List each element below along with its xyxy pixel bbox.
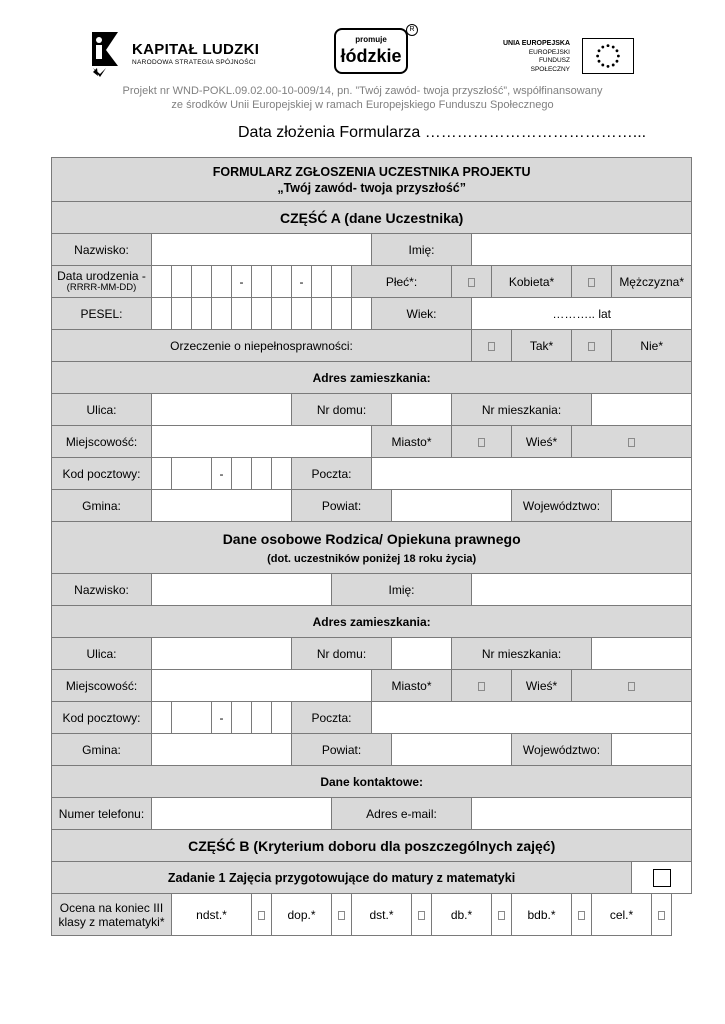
birth-date-format: (RRRR-MM-DD)	[66, 281, 137, 293]
county-label: Powiat:	[292, 490, 392, 522]
checkbox-icon	[418, 911, 425, 920]
grade-db-label: db.*	[432, 894, 492, 936]
gender-label: Płeć*:	[352, 266, 452, 298]
grade-cel-label: cel.*	[592, 894, 652, 936]
city-checkbox[interactable]	[452, 426, 512, 458]
parent-street-label: Ulica:	[52, 638, 152, 670]
postal-digit-cell[interactable]	[172, 458, 212, 490]
parent-municipality-label: Gmina:	[52, 734, 152, 766]
county-field[interactable]	[392, 490, 512, 522]
checkbox-icon	[258, 911, 265, 920]
first-name-field[interactable]	[472, 234, 692, 266]
voivodeship-field[interactable]	[612, 490, 692, 522]
parent-city-label: Miasto*	[372, 670, 452, 702]
street-field[interactable]	[152, 394, 292, 426]
grade-label: Ocena na koniec III klasy z matematyki*	[52, 894, 172, 936]
checkbox-icon	[468, 278, 475, 287]
parent-title: Dane osobowe Rodzica/ Opiekuna prawnego	[222, 530, 521, 547]
checkbox-icon	[653, 869, 671, 887]
parent-postal-code-label: Kod pocztowy:	[52, 702, 152, 734]
pesel-digit-cell[interactable]	[192, 298, 212, 330]
pesel-digit-cell[interactable]	[172, 298, 192, 330]
pesel-digit-cell[interactable]	[212, 298, 232, 330]
pesel-digit-cell[interactable]	[252, 298, 272, 330]
postal-digit-cell[interactable]	[272, 458, 292, 490]
promuje-lodzkie-logo	[334, 26, 415, 74]
email-label: Adres e-mail:	[332, 798, 472, 830]
checkbox-icon	[478, 438, 485, 447]
apartment-number-label: Nr mieszkania:	[452, 394, 592, 426]
checkbox-icon	[578, 911, 585, 920]
parent-header	[52, 522, 692, 574]
checkbox-icon	[488, 342, 495, 351]
disability-no-label: Nie*	[612, 330, 692, 362]
birth-date-separator: -	[292, 266, 312, 298]
submission-date-label: Data złożenia Formularza …………………………………...	[238, 124, 647, 141]
pesel-digit-cell[interactable]	[352, 298, 372, 330]
parent-first-name-field[interactable]	[472, 574, 692, 606]
post-office-field[interactable]	[372, 458, 692, 490]
registration-form	[51, 157, 692, 936]
parent-address-header: Adres zamieszkania:	[52, 606, 692, 638]
disability-yes-label: Tak*	[512, 330, 572, 362]
birth-digit-cell[interactable]	[312, 266, 332, 298]
kapital-ludzki-logo	[88, 26, 278, 80]
eu-line3: FUNDUSZ SPOŁECZNY	[530, 57, 570, 73]
grade-ndst-label: ndst.*	[172, 894, 252, 936]
grade-bdb-checkbox[interactable]	[572, 894, 592, 936]
parent-postal-digit-cell[interactable]	[172, 702, 212, 734]
town-label: Miejscowość:	[52, 426, 152, 458]
parent-postal-code-separator: -	[212, 702, 232, 734]
birth-date-label	[52, 266, 152, 298]
phone-label: Numer telefonu:	[52, 798, 152, 830]
disability-label: Orzeczenie o niepełnosprawności:	[52, 330, 472, 362]
post-office-label: Poczta:	[292, 458, 372, 490]
first-name-label: Imię:	[372, 234, 472, 266]
birth-digit-cell[interactable]	[192, 266, 212, 298]
postal-code-label: Kod pocztowy:	[52, 458, 152, 490]
pesel-digit-cell[interactable]	[232, 298, 252, 330]
parent-house-number-label: Nr domu:	[292, 638, 392, 670]
pesel-label: PESEL:	[52, 298, 152, 330]
parent-town-label: Miejscowość:	[52, 670, 152, 702]
pesel-digit-cell[interactable]	[312, 298, 332, 330]
postal-digit-cell[interactable]	[252, 458, 272, 490]
grade-ndst-checkbox[interactable]	[252, 894, 272, 936]
postal-digit-cell[interactable]	[152, 458, 172, 490]
checkbox-icon	[588, 342, 595, 351]
age-field[interactable]: ……….. lat	[472, 298, 692, 330]
kapital-ludzki-title: KAPITAŁ LUDZKI	[132, 41, 260, 58]
parent-postal-digit-cell[interactable]	[232, 702, 252, 734]
lodzkie-big-text: łódzkie	[340, 46, 402, 66]
house-number-label: Nr domu:	[292, 394, 392, 426]
parent-voivodeship-label: Województwo:	[512, 734, 612, 766]
birth-digit-cell[interactable]	[272, 266, 292, 298]
address-header: Adres zamieszkania:	[52, 362, 692, 394]
parent-first-name-label: Imię:	[332, 574, 472, 606]
parent-apartment-number-label: Nr mieszkania:	[452, 638, 592, 670]
pesel-digit-cell[interactable]	[272, 298, 292, 330]
checkbox-icon	[628, 682, 635, 691]
parent-postal-digit-cell[interactable]	[272, 702, 292, 734]
city-label: Miasto*	[372, 426, 452, 458]
parent-post-office-label: Poczta:	[292, 702, 372, 734]
parent-city-checkbox[interactable]	[452, 670, 512, 702]
eu-logo-text	[500, 40, 570, 74]
parent-village-checkbox[interactable]	[572, 670, 692, 702]
parent-county-field[interactable]	[392, 734, 512, 766]
grade-dop-checkbox[interactable]	[332, 894, 352, 936]
pesel-digit-cell[interactable]	[152, 298, 172, 330]
contact-header: Dane kontaktowe:	[52, 766, 692, 798]
female-label: Kobieta*	[492, 266, 572, 298]
postal-code-separator: -	[212, 458, 232, 490]
checkbox-icon	[628, 438, 635, 447]
surname-field[interactable]	[152, 234, 372, 266]
parent-surname-field[interactable]	[152, 574, 332, 606]
apartment-number-field[interactable]	[592, 394, 692, 426]
birth-digit-cell[interactable]	[332, 266, 352, 298]
project-info-line1: Projekt nr WND-POKL.09.02.00-10-009/14, pn. ”Twój zawód- twoja przyszłość”, współfinansowany	[122, 85, 603, 97]
eu-line1: UNIA EUROPEJSKA	[502, 40, 570, 47]
surname-label: Nazwisko:	[52, 234, 152, 266]
pesel-digit-cell[interactable]	[332, 298, 352, 330]
village-label: Wieś*	[512, 426, 572, 458]
email-field[interactable]	[472, 798, 692, 830]
checkbox-icon	[498, 911, 505, 920]
registered-badge: R	[406, 24, 418, 36]
task1-label: Zadanie 1 Zajęcia przygotowujące do matury z matematyki	[52, 862, 632, 894]
task1-checkbox[interactable]	[632, 862, 692, 894]
project-info-line2: ze środków Unii Europejskiej w ramach Europejskiego Funduszu Społecznego	[171, 99, 554, 111]
parent-apartment-number-field[interactable]	[592, 638, 692, 670]
checkbox-icon	[588, 278, 595, 287]
parent-town-field[interactable]	[152, 670, 372, 702]
lodzkie-small-text: promuje	[355, 35, 387, 44]
birth-digit-cell[interactable]	[212, 266, 232, 298]
eu-logo	[500, 38, 634, 78]
eu-line2: EUROPEJSKI	[528, 48, 570, 56]
checkbox-icon	[478, 682, 485, 691]
parent-postal-digit-cell[interactable]	[152, 702, 172, 734]
disability-yes-checkbox[interactable]	[472, 330, 512, 362]
postal-digit-cell[interactable]	[232, 458, 252, 490]
grade-dop-label: dop.*	[272, 894, 332, 936]
parent-postal-digit-cell[interactable]	[252, 702, 272, 734]
village-checkbox[interactable]	[572, 426, 692, 458]
voivodeship-label: Województwo:	[512, 490, 612, 522]
form-title-line2: „Twój zawód- twoja przyszłość”	[277, 180, 466, 195]
birth-digit-cell[interactable]	[252, 266, 272, 298]
female-checkbox[interactable]	[452, 266, 492, 298]
form-title-line1: FORMULARZ ZGŁOSZENIA UCZESTNIKA PROJEKTU	[212, 164, 531, 179]
grade-bdb-label: bdb.*	[512, 894, 572, 936]
pesel-digit-cell[interactable]	[292, 298, 312, 330]
header-logos	[88, 24, 636, 82]
phone-field[interactable]	[152, 798, 332, 830]
birth-digit-cell[interactable]	[172, 266, 192, 298]
parent-house-number-field[interactable]	[392, 638, 452, 670]
grade-cel-checkbox[interactable]	[652, 894, 672, 936]
municipality-field[interactable]	[152, 490, 292, 522]
street-label: Ulica:	[52, 394, 152, 426]
parent-street-field[interactable]	[152, 638, 292, 670]
parent-municipality-field[interactable]	[152, 734, 292, 766]
birth-date-label-text: Data urodzenia -	[57, 268, 146, 283]
town-field[interactable]	[152, 426, 372, 458]
part-b-header: CZĘŚĆ B (Kryterium doboru dla poszczególnych zajęć)	[52, 830, 692, 862]
part-a-header: CZĘŚĆ A (dane Uczestnika)	[52, 202, 692, 234]
parent-county-label: Powiat:	[292, 734, 392, 766]
grade-dst-label: dst.*	[352, 894, 412, 936]
eu-flag-icon	[582, 38, 634, 74]
kapital-ludzki-icon	[90, 28, 120, 78]
male-label: Mężczyzna*	[612, 266, 692, 298]
checkbox-icon	[658, 911, 665, 920]
checkbox-icon	[338, 911, 345, 920]
grade-db-checkbox[interactable]	[492, 894, 512, 936]
house-number-field[interactable]	[392, 394, 452, 426]
parent-surname-label: Nazwisko:	[52, 574, 152, 606]
male-checkbox[interactable]	[572, 266, 612, 298]
municipality-label: Gmina:	[52, 490, 152, 522]
kapital-ludzki-subtitle: NARODOWA STRATEGIA SPÓJNOŚCI	[132, 59, 256, 66]
parent-post-office-field[interactable]	[372, 702, 692, 734]
birth-digit-cell[interactable]	[152, 266, 172, 298]
age-label: Wiek:	[372, 298, 472, 330]
parent-voivodeship-field[interactable]	[612, 734, 692, 766]
form-title	[52, 158, 692, 202]
grade-dst-checkbox[interactable]	[412, 894, 432, 936]
birth-date-separator: -	[232, 266, 252, 298]
parent-village-label: Wieś*	[512, 670, 572, 702]
parent-subtitle: (dot. uczestników poniżej 18 roku życia)	[267, 552, 477, 565]
disability-no-checkbox[interactable]	[572, 330, 612, 362]
